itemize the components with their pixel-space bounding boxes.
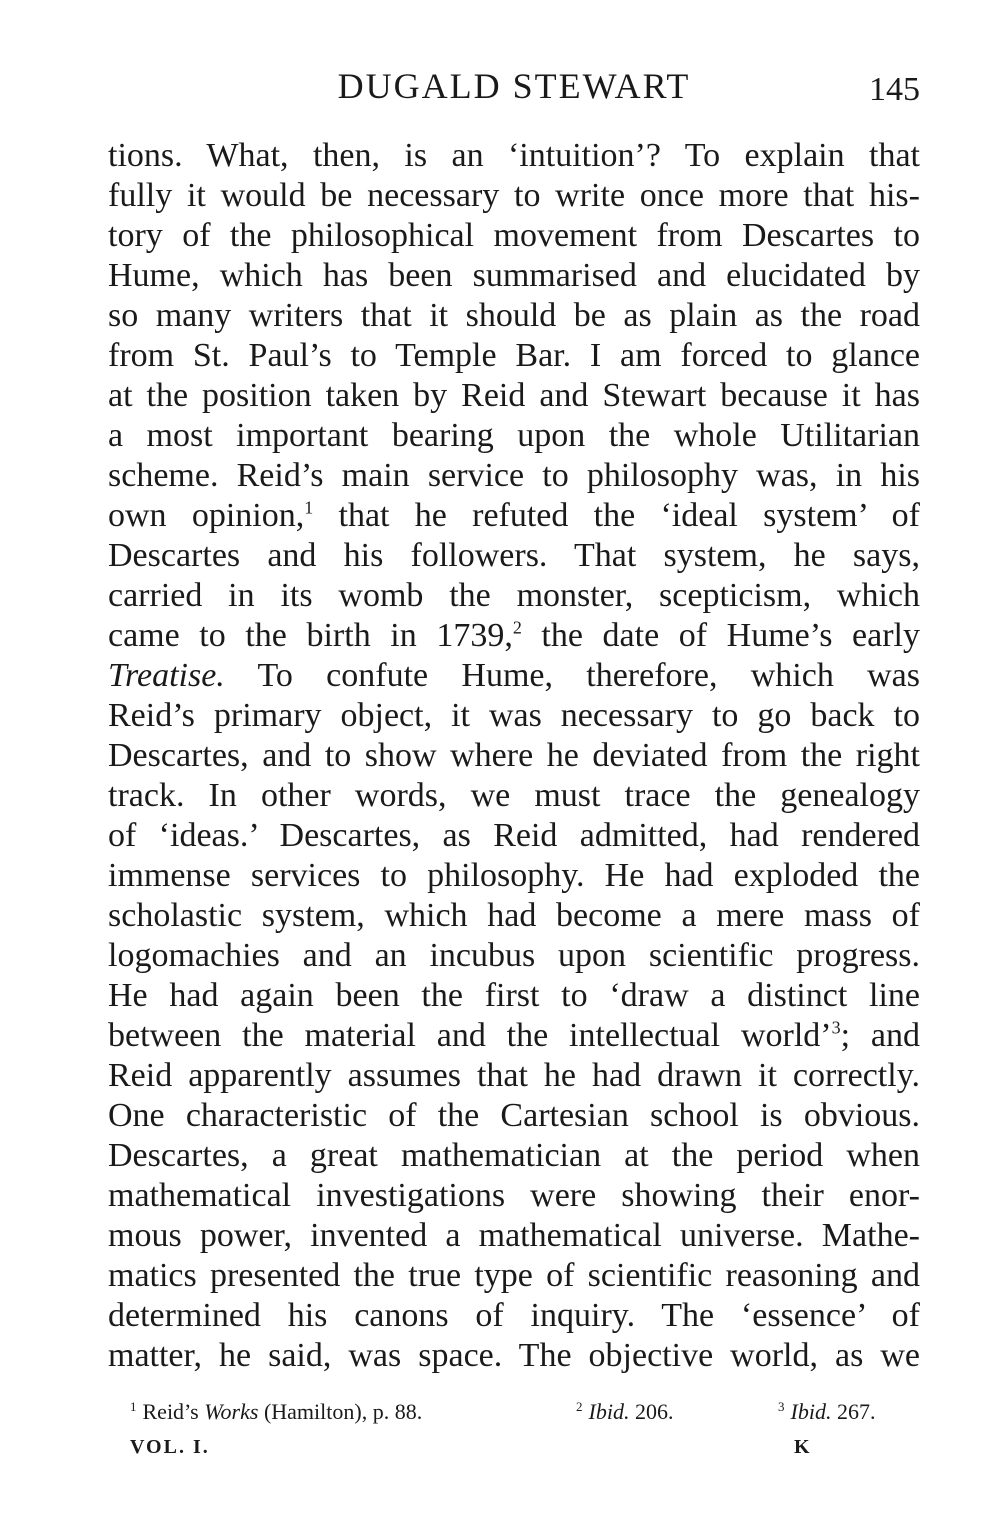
text-line: One characteristic of the Cartesian school is obvious. [108, 1097, 920, 1134]
signature-mark: K [794, 1436, 812, 1458]
text-line [108, 616, 920, 656]
text-line: Descartes, a great mathematician at the period when [108, 1137, 920, 1174]
footnote-text: 267. [831, 1399, 876, 1424]
footnote-marker: 2 [576, 1398, 583, 1414]
text-segment: between the material and the intellectual world’ [108, 1017, 832, 1054]
footnotes [130, 1396, 920, 1428]
text-line: matter, he said, was space. The objective world, as we [108, 1337, 920, 1374]
text-line: scheme. Reid’s main service to philosophy was, in his [108, 457, 920, 494]
text-line: Descartes and his followers. That system, he says, [108, 537, 920, 574]
text-segment: ; and [840, 1017, 920, 1054]
text-line: a most important bearing upon the whole Utilitarian [108, 417, 920, 454]
text-line: Reid apparently assumes that he had drawn it correctly. [108, 1057, 920, 1094]
text-line [108, 656, 920, 696]
body-text [108, 136, 920, 1376]
text-line: mous power, invented a mathematical universe. Mathe- [108, 1217, 920, 1254]
text-line: of ‘ideas.’ Descartes, as Reid admitted, had rendered [108, 817, 920, 854]
footnote-ref-3: 3 [831, 1017, 841, 1038]
running-title: DUGALD STEWART [337, 66, 691, 106]
running-head [108, 64, 920, 108]
text-line: track. In other words, we must trace the genealogy [108, 777, 920, 814]
footnote-marker: 1 [130, 1398, 137, 1414]
text-line: He had again been the first to ‘draw a distinct line [108, 977, 920, 1014]
text-line: so many writers that it should be as plain as the road [108, 297, 920, 334]
volume-label: VOL. I. [130, 1436, 210, 1458]
text-line: scholastic system, which had become a mere mass of [108, 897, 920, 934]
text-line: Descartes, and to show where he deviated from the right [108, 737, 920, 774]
text-line: fully it would be necessary to write once more that his- [108, 177, 920, 214]
text-line: immense services to philosophy. He had exploded the [108, 857, 920, 894]
footnote-italic: Works [204, 1399, 259, 1424]
text-line: Hume, which has been summarised and elucidated by [108, 257, 920, 294]
text-line: carried in its womb the monster, scepticism, which [108, 577, 920, 614]
text-segment: own opinion, [108, 497, 305, 534]
text-line: from St. Paul’s to Temple Bar. I am forced to glance [108, 337, 920, 374]
text-line: Reid’s primary object, it was necessary to go back to [108, 697, 920, 734]
italic-title: Treatise. [108, 657, 225, 694]
text-line: tory of the philosophical movement from Descartes to [108, 217, 920, 254]
footnote-marker: 3 [778, 1398, 785, 1414]
text-segment: To confute Hume, therefore, which was [224, 657, 920, 694]
text-line: matics presented the true type of scientific reasoning and [108, 1257, 920, 1294]
page-number: 145 [869, 71, 920, 108]
text-line: at the position taken by Reid and Stewart because it has [108, 377, 920, 414]
text-line [108, 496, 920, 536]
footnote-ref-1: 1 [304, 497, 314, 518]
footnote-text: (Hamilton), p. 88. [258, 1399, 423, 1424]
text-segment: that he refuted the ‘ideal system’ of [313, 497, 920, 534]
footnote-1 [130, 1396, 422, 1428]
text-line: tions. What, then, is an ‘intuition’? To explain that [108, 137, 920, 174]
footnote-3 [778, 1396, 875, 1428]
footnote-ref-2: 2 [512, 617, 522, 638]
footnote-italic: Ibid. [790, 1399, 832, 1424]
text-line: logomachies and an incubus upon scientific progress. [108, 937, 920, 974]
signature-line [130, 1432, 830, 1462]
footnote-2 [576, 1396, 673, 1428]
text-line: mathematical investigations were showing their enor- [108, 1177, 920, 1214]
text-segment: the date of Hume’s early [521, 617, 920, 654]
footnote-italic: Ibid. [588, 1399, 630, 1424]
text-segment: came to the birth in 1739, [108, 617, 513, 654]
footnote-text: 206. [629, 1399, 674, 1424]
text-line: determined his canons of inquiry. The ‘essence’ of [108, 1297, 920, 1334]
text-line [108, 1016, 920, 1056]
footnote-text: Reid’s [142, 1399, 205, 1424]
